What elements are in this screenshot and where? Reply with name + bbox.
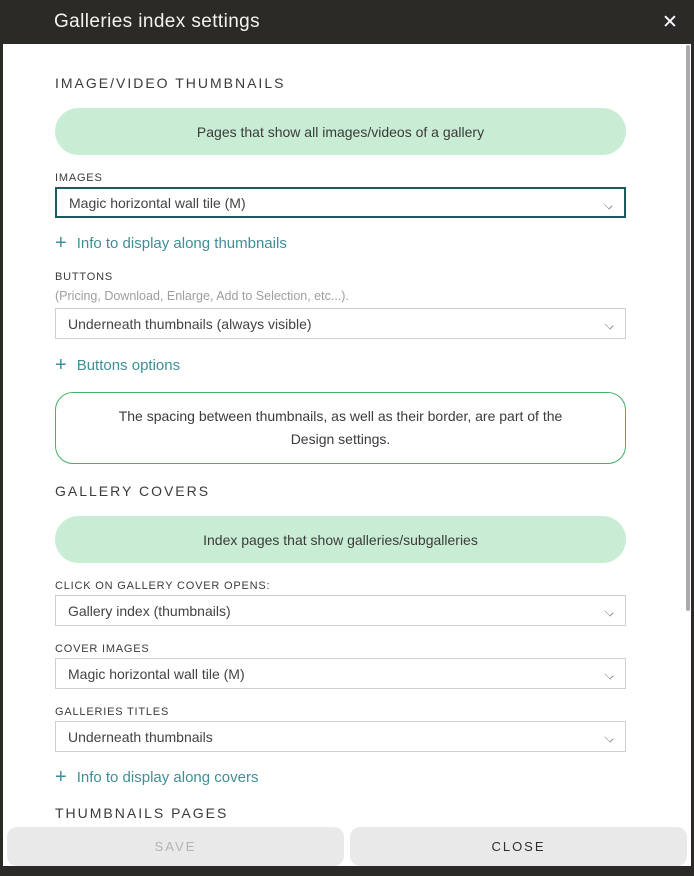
modal-header bbox=[0, 0, 694, 44]
cover-images-label: COVER IMAGES bbox=[55, 643, 150, 655]
covers-info-banner: Index pages that show galleries/subgalleries bbox=[55, 516, 626, 563]
click-cover-opens-label: CLICK ON GALLERY COVER OPENS: bbox=[55, 580, 271, 592]
chevron-down-icon bbox=[605, 671, 613, 679]
buttons-label: BUTTONS bbox=[55, 271, 113, 283]
click-cover-opens-select[interactable] bbox=[55, 595, 626, 626]
thumbnails-info-banner: Pages that show all images/videos of a gallery bbox=[55, 108, 626, 155]
chevron-down-icon bbox=[604, 201, 612, 209]
close-button[interactable]: CLOSE bbox=[350, 827, 687, 866]
scrollbar[interactable] bbox=[686, 45, 690, 611]
save-button[interactable]: SAVE bbox=[7, 827, 344, 866]
settings-modal bbox=[3, 44, 691, 866]
images-select[interactable] bbox=[55, 187, 626, 218]
chevron-down-icon bbox=[605, 608, 613, 616]
footer-bar bbox=[3, 820, 691, 866]
info-display-thumbnails-label: Info to display along thumbnails bbox=[76, 235, 287, 252]
buttons-select-value: Underneath thumbnails (always visible) bbox=[68, 315, 312, 332]
plus-icon: + bbox=[55, 766, 67, 788]
info-display-covers-link[interactable] bbox=[55, 766, 259, 788]
chevron-down-icon bbox=[605, 321, 613, 329]
plus-icon: + bbox=[55, 232, 67, 254]
galleries-titles-select[interactable] bbox=[55, 721, 626, 752]
page-title: Galleries index settings bbox=[54, 11, 261, 32]
cover-images-value: Magic horizontal wall tile (M) bbox=[68, 665, 245, 682]
images-select-value: Magic horizontal wall tile (M) bbox=[69, 194, 246, 211]
section-heading-pages: THUMBNAILS PAGES bbox=[55, 805, 229, 820]
buttons-hint: (Pricing, Download, Enlarge, Add to Selection, etc...). bbox=[55, 289, 349, 303]
chevron-down-icon bbox=[605, 734, 613, 742]
plus-icon: + bbox=[55, 354, 67, 376]
buttons-options-label: Buttons options bbox=[76, 357, 181, 374]
click-cover-opens-value: Gallery index (thumbnails) bbox=[68, 602, 231, 619]
galleries-titles-value: Underneath thumbnails bbox=[68, 728, 213, 745]
close-icon[interactable]: ✕ bbox=[662, 11, 678, 33]
info-display-thumbnails-link[interactable] bbox=[55, 232, 287, 254]
buttons-select[interactable] bbox=[55, 308, 626, 339]
images-label: IMAGES bbox=[55, 172, 103, 184]
buttons-options-link[interactable] bbox=[55, 354, 181, 376]
cover-images-select[interactable] bbox=[55, 658, 626, 689]
design-settings-note: The spacing between thumbnails, as well as their border, are part of the Design settings. bbox=[55, 392, 626, 464]
galleries-titles-label: GALLERIES TITLES bbox=[55, 706, 170, 718]
section-heading-covers: GALLERY COVERS bbox=[55, 483, 211, 499]
section-heading-thumbnails: IMAGE/VIDEO THUMBNAILS bbox=[55, 75, 286, 91]
info-display-covers-label: Info to display along covers bbox=[76, 769, 259, 786]
settings-content bbox=[3, 44, 691, 820]
